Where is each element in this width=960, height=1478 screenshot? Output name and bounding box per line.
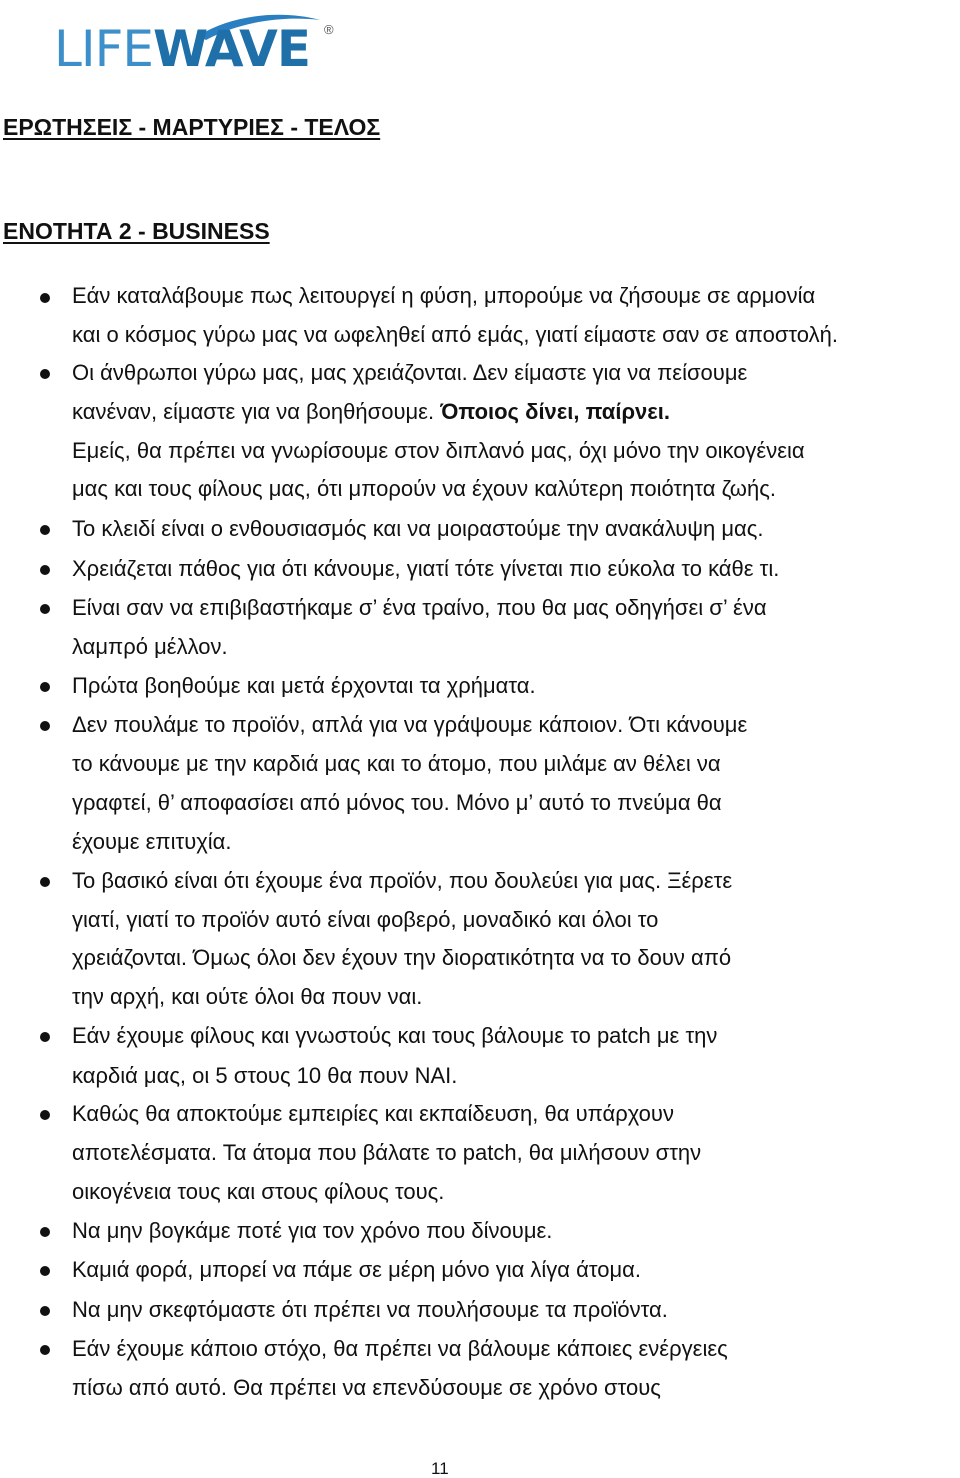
bullet-2-line-2 — [72, 401, 670, 423]
bullet-dot — [40, 604, 50, 614]
logo-text-life: LIFE — [54, 20, 153, 78]
bullet-dot — [40, 525, 50, 535]
bullet-dot — [40, 721, 50, 731]
bullet-7-line-1: Δεν πουλάμε το προϊόν, απλά για να γράψουμε κάποιον. Ότι κάνουμε — [72, 712, 748, 737]
bullet-5-line-1: Είναι σαν να επιβιβαστήκαμε σ’ ένα τραίνο, που θα μας οδηγήσει σ’ ένα — [72, 595, 767, 620]
bullet-8-line-1: Το βασικό είναι ότι έχουμε ένα προϊόν, που δουλεύει για μας. Ξέρετε — [72, 868, 733, 893]
bullet-8-line-4: την αρχή, και ούτε όλοι θα πουν ναι. — [72, 984, 423, 1009]
bullet-9-line-1: Εάν έχουμε φίλους και γνωστούς και τους βάλουμε το patch με την — [72, 1023, 718, 1048]
bullet-2-line-2-bold: Όποιος δίνει, παίρνει. — [440, 399, 670, 424]
bullet-13-line-1: Να μην σκεφτόμαστε ότι πρέπει να πουλήσουμε τα προϊόντα. — [72, 1297, 668, 1322]
bullet-7-line-2: το κάνουμε με την καρδιά μας και το άτομο, που μιλάμε αν θέλει να — [72, 751, 721, 776]
bullet-14-line-2: πίσω από αυτό. Θα πρέπει να επενδύσουμε σε χρόνο στους — [72, 1375, 661, 1400]
bullet-9-line-2: καρδιά μας, οι 5 στους 10 θα πουν ΝΑΙ. — [72, 1063, 458, 1088]
bullet-10-line-2: αποτελέσματα. Τα άτομα που βάλατε το patch, θα μιλήσουν στην — [72, 1140, 702, 1165]
logo-wordmark — [54, 20, 311, 78]
bullet-2-line-4: μας και τους φίλους μας, ότι μπορούν να έχουν καλύτερη ποιότητα ζωής. — [72, 476, 776, 501]
lifewave-logo — [48, 6, 348, 82]
bullet-8-line-2: γιατί, γιατί το προϊόν αυτό είναι φοβερό, μοναδικό και όλοι το — [72, 907, 659, 932]
registered-mark: ® — [324, 22, 334, 37]
bullet-11-line-1: Να μην βογκάμε ποτέ για τον χρόνο που δίνουμε. — [72, 1218, 553, 1243]
bullet-dot — [40, 682, 50, 692]
bullet-8-line-3: χρειάζονται. Όμως όλοι δεν έχουν την διορατικότητα να το δουν από — [72, 945, 732, 970]
bullet-2-line-1: Οι άνθρωποι γύρω μας, μας χρειάζονται. Δεν είμαστε για να πείσουμε — [72, 360, 748, 385]
bullet-dot — [40, 1306, 50, 1316]
bullet-2-line-2-text: κανέναν, είμαστε για να βοηθήσουμε. — [72, 399, 441, 424]
bullet-12-line-1: Καμιά φορά, μπορεί να πάμε σε μέρη μόνο για λίγα άτομα. — [72, 1257, 641, 1282]
bullet-7-line-4: έχουμε επιτυχία. — [72, 829, 232, 854]
bullet-5-line-2: λαμπρό μέλλον. — [72, 634, 228, 659]
bullet-1-line-1: Εάν καταλάβουμε πως λειτουργεί η φύση, μπορούμε να ζήσουμε σε αρμονία — [72, 283, 816, 308]
bullet-dot — [40, 1032, 50, 1042]
bullet-3-line-1: Το κλειδί είναι ο ενθουσιασμός και να μοιραστούμε την ανακάλυψη μας. — [72, 516, 764, 541]
bullet-1-line-2: και ο κόσμος γύρω μας να ωφεληθεί από εμάς, γιατί είμαστε σαν σε αποστολή. — [72, 322, 838, 347]
bullet-dot — [40, 1227, 50, 1237]
bullet-dot — [40, 877, 50, 887]
bullet-4-line-1: Χρειάζεται πάθος για ότι κάνουμε, γιατί τότε γίνεται πιο εύκολα το κάθε τι. — [72, 556, 780, 581]
bullet-dot — [40, 369, 50, 379]
logo-text-wave: WAVE — [152, 20, 311, 78]
section-heading-business: ΕΝΟΤΗΤΑ 2 - BUSINESS — [3, 218, 270, 244]
bullet-10-line-3: οικογένεια τους και στους φίλους τους. — [72, 1179, 445, 1204]
bullet-dot — [40, 293, 50, 303]
bullet-dot — [40, 565, 50, 575]
bullet-6-line-1: Πρώτα βοηθούμε και μετά έρχονται τα χρήματα. — [72, 673, 536, 698]
bullet-7-line-3: γραφτεί, θ’ αποφασίσει από μόνος του. Μόνο μ’ αυτό το πνεύμα θα — [72, 790, 722, 815]
bullet-14-line-1: Εάν έχουμε κάποιο στόχο, θα πρέπει να βάλουμε κάποιες ενέργειες — [72, 1336, 728, 1361]
bullet-dot — [40, 1345, 50, 1355]
bullet-dot — [40, 1266, 50, 1276]
bullet-10-line-1: Καθώς θα αποκτούμε εμπειρίες και εκπαίδευση, θα υπάρχουν — [72, 1101, 674, 1126]
section-heading-questions: ΕΡΩΤΗΣΕΙΣ - ΜΑΡΤΥΡΙΕΣ - ΤΕΛΟΣ — [3, 114, 381, 140]
page-number: 11 — [431, 1459, 449, 1478]
bullet-2-line-3: Εμείς, θα πρέπει να γνωρίσουμε στον διπλανό μας, όχι μόνο την οικογένεια — [72, 438, 805, 463]
bullet-dot — [40, 1110, 50, 1120]
